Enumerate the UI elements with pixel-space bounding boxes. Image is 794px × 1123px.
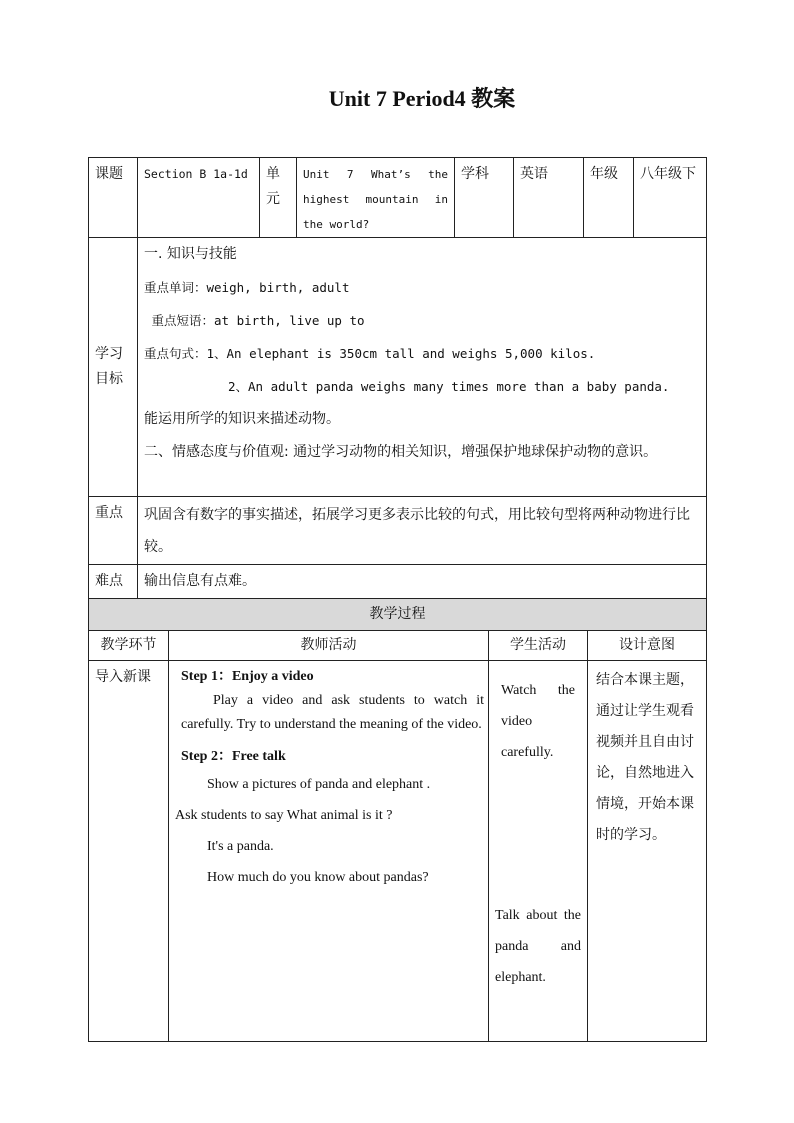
column-header: 学生活动 <box>489 631 588 661</box>
step2-line: It's a panda. <box>207 839 274 854</box>
column-header: 教学环节 <box>89 631 169 661</box>
topic-value: Section B 1a-1d <box>138 158 260 238</box>
document-title: Unit 7 Period4 教案 <box>328 86 516 111</box>
objectives-line: 重点短语：at birth, live up to <box>144 313 365 328</box>
key-point-text: 巩固含有数字的事实描述，拓展学习更多表示比较的句式，用比较句型将两种动物进行比较。 <box>138 497 707 565</box>
subject-label: 学科 <box>455 158 514 238</box>
objectives-line: 重点单词：weigh, birth, adult <box>144 280 350 295</box>
step1-title: Step 1：Enjoy a video <box>181 669 314 684</box>
teacher-activity <box>169 661 489 1042</box>
grade-label: 年级 <box>584 158 634 238</box>
process-table <box>88 598 707 1042</box>
objectives-line: 重点句式：1、An elephant is 350cm tall and weighs 5,000 kilos. <box>144 346 596 361</box>
info-table <box>88 157 707 599</box>
objectives-label: 学习目标 <box>89 238 138 497</box>
step2-line: Ask students to say What animal is it ? <box>175 808 393 823</box>
step2-title: Step 2：Free talk <box>181 749 286 764</box>
column-header: 设计意图 <box>588 631 707 661</box>
stage-label: 导入新课 <box>89 661 169 1042</box>
column-header: 教师活动 <box>169 631 489 661</box>
subject-value: 英语 <box>514 158 584 238</box>
unit-label: 单元 <box>260 158 297 238</box>
topic-label: 课题 <box>89 158 138 238</box>
unit-value: Unit 7 What’s the highest mountain in the world? <box>297 158 455 238</box>
objectives-line: 二、情感态度与价值观: 通过学习动物的相关知识，增强保护地球保护动物的意识。 <box>144 444 658 460</box>
objectives-content <box>138 238 707 497</box>
design-intent: 结合本课主题，通过让学生观看视频并且自由讨论，自然地进入情境，开始本课时的学习。 <box>588 661 707 1042</box>
step2-line: Show a pictures of panda and elephant . <box>207 777 431 792</box>
student-activity <box>489 661 588 1042</box>
objectives-line: 一. 知识与技能 <box>144 246 237 262</box>
step1-text: Play a video and ask students to watch it carefully. Try to understand the meaning of the video. <box>181 693 484 732</box>
difficulty-label: 难点 <box>89 565 138 599</box>
student-activity-1: Watch the video carefully. <box>501 683 575 760</box>
process-title: 教学过程 <box>89 599 707 631</box>
grade-value: 八年级下 <box>634 158 707 238</box>
difficulty-text: 输出信息有点难。 <box>138 565 707 599</box>
step2-line: How much do you know about pandas? <box>207 870 429 885</box>
lesson-plan-table <box>88 157 706 1042</box>
student-activity-2: Talk about the panda and elephant. <box>495 908 581 985</box>
key-point-label: 重点 <box>89 497 138 565</box>
objectives-line: 能运用所学的知识来描述动物。 <box>144 411 340 427</box>
objectives-line: 2、An adult panda weighs many times more than a baby panda. <box>228 379 670 394</box>
